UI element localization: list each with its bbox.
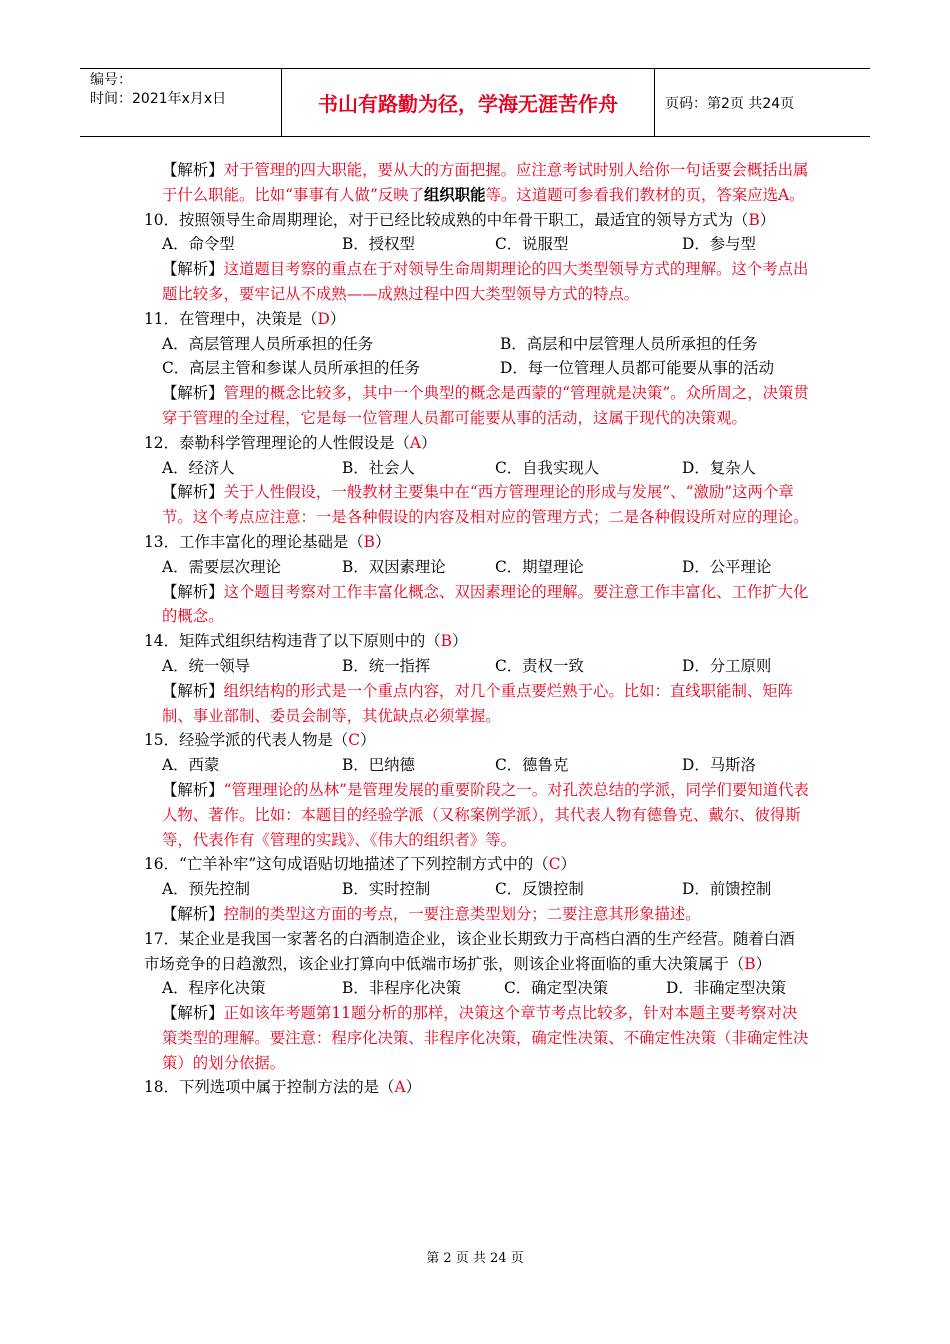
option: B．实时控制	[342, 880, 431, 899]
option: D．每一位管理人员都可能要从事的活动	[500, 359, 774, 378]
options-10	[144, 232, 809, 257]
page-footer: 第 2 页 共 24 页	[426, 1251, 524, 1266]
option: B．高层和中层管理人员所承担的任务	[500, 334, 758, 353]
header-date: 时间：2021年x月x日	[90, 91, 227, 107]
question-10: 10．按照领导生命周期理论，对于已经比较成熟的中年骨干职工，最适宜的领导方式为（B）	[144, 210, 776, 229]
analysis-12: 【解析】关于人性假设，一般教材主要集中在“西方管理理论的形成与发展”、“激励”这两个章节。这个考点应注意：一是各种假设的内容及相对应的管理方式；二是各种假设所对应的理论。	[162, 483, 809, 527]
option: A．西蒙	[162, 756, 220, 775]
option: A．命令型	[162, 235, 235, 254]
options-11b	[144, 356, 809, 381]
header-motto: 书山有路勤为径，学海无涯苦作舟	[282, 69, 655, 136]
option: C．反馈控制	[495, 880, 584, 899]
question-18: 18．下列选项中属于控制方法的是（A）	[144, 1078, 421, 1097]
option: A．统一领导	[162, 656, 251, 675]
option: B．统一指挥	[342, 656, 431, 675]
page-header	[80, 68, 870, 137]
header-number: 编号：	[90, 72, 132, 88]
answer: A	[394, 1078, 406, 1097]
document-body	[144, 158, 809, 1100]
option: B．双因素理论	[342, 557, 446, 576]
option: D．分工原则	[682, 656, 772, 675]
analysis-15: 【解析】“管理理论的丛林”是管理发展的重要阶段之一。对孔茨总结的学派，同学们要知道代表人物、著作。比如：本题目的经验学派（又称案例学派），其代表人物有德鲁克、戴尔、彼得斯等，代表作有《管理的实践》、《伟大的组织者》等。	[162, 780, 809, 849]
answer: C	[348, 731, 361, 750]
question-11: 11．在管理中，决策是（D）	[144, 309, 346, 328]
answer: B	[748, 210, 760, 229]
question-17: 17．某企业是我国一家著名的白酒制造企业，该企业长期致力于高档白酒的生产经营。随着白酒市场竞争的日趋激烈，该企业打算向中低端市场扩张，则该企业将面临的重大决策属于（B）	[144, 929, 795, 973]
options-11a	[144, 332, 809, 357]
option: C．自我实现人	[495, 458, 600, 477]
answer: D	[317, 309, 330, 328]
answer: B	[440, 632, 452, 651]
analysis-14: 【解析】组织结构的形式是一个重点内容，对几个重点要烂熟于心。比如：直线职能制、矩阵制、事业部制、委员会制等，其优缺点必须掌握。	[162, 681, 794, 725]
option: D．马斯洛	[682, 756, 756, 775]
option: A．预先控制	[162, 880, 251, 899]
option: C．确定型决策	[504, 979, 609, 998]
analysis-9: 【解析】对于管理的四大职能，要从大的方面把握。应注意考试时别人给你一句话要会概括出属于什么职能。比如“事事有人做”反映了组织职能等。这道题可参看我们教材的页，答案应选A。	[162, 161, 809, 204]
option: A．高层管理人员所承担的任务	[162, 334, 374, 353]
option: C．期望理论	[495, 557, 584, 576]
options-12	[144, 456, 809, 481]
option: C．德鲁克	[495, 756, 569, 775]
options-16	[144, 877, 809, 902]
option: A．程序化决策	[162, 979, 266, 998]
analysis-13: 【解析】这个题目考察对工作丰富化概念、双因素理论的理解。要注意工作丰富化、工作扩大化的概念。	[162, 582, 809, 626]
option: C．高层主管和参谋人员所承担的任务	[162, 359, 421, 378]
analysis-11: 【解析】管理的概念比较多，其中一个典型的概念是西蒙的“管理就是决策”。众所周之，决策贯穿于管理的全过程，它是每一位管理人员都可能要从事的活动，这属于现代的决策观。	[162, 384, 809, 427]
analysis-10: 【解析】这道题目考察的重点在于对领导生命周期理论的四大类型领导方式的理解。这个考点出题比较多，要牢记从不成熟——成熟过程中四大类型领导方式的特点。	[162, 260, 809, 303]
option: A．需要层次理论	[162, 557, 281, 576]
question-12: 12．泰勒科学管理理论的人性假设是（A）	[144, 433, 437, 452]
answer: A	[409, 433, 421, 452]
answer: B	[363, 532, 375, 551]
option: D．复杂人	[682, 458, 756, 477]
answer: B	[744, 954, 756, 973]
question-14: 14．矩阵式组织结构违背了以下原则中的（B）	[144, 632, 468, 651]
option: B．非程序化决策	[342, 979, 462, 998]
header-meta	[80, 69, 282, 136]
options-17	[144, 976, 809, 1001]
option: B．授权型	[342, 235, 415, 254]
header-page: 页码：第2页 共24页	[665, 95, 795, 112]
analysis-16: 【解析】控制的类型这方面的考点，一要注意类型划分；二要注意其形象描述。	[162, 904, 701, 923]
option: C．说服型	[495, 235, 569, 254]
options-14	[144, 654, 809, 679]
question-13: 13．工作丰富化的理论基础是（B）	[144, 532, 391, 551]
option: B．社会人	[342, 458, 415, 477]
option: C．责权一致	[495, 656, 584, 675]
question-16: 16．“亡羊补牢”这句成语贴切地描述了下列控制方式中的（C）	[144, 855, 576, 874]
answer: C	[548, 855, 561, 874]
option: D．参与型	[682, 235, 756, 254]
options-13	[144, 555, 809, 580]
question-15: 15．经验学派的代表人物是（C）	[144, 731, 376, 750]
option: D．非确定型决策	[666, 979, 787, 998]
option: D．前馈控制	[682, 880, 772, 899]
option: B．巴纳德	[342, 756, 415, 775]
option: D．公平理论	[682, 557, 772, 576]
analysis-17: 【解析】正如该年考题第11题分析的那样，决策这个章节考点比较多，针对本题主要考察对决策类型的理解。要注意：程序化决策、非程序化决策，确定性决策、不确定性决策（非确定性决策）的划分依据。	[162, 1004, 809, 1072]
options-15	[144, 753, 809, 778]
option: A．经济人	[162, 458, 235, 477]
